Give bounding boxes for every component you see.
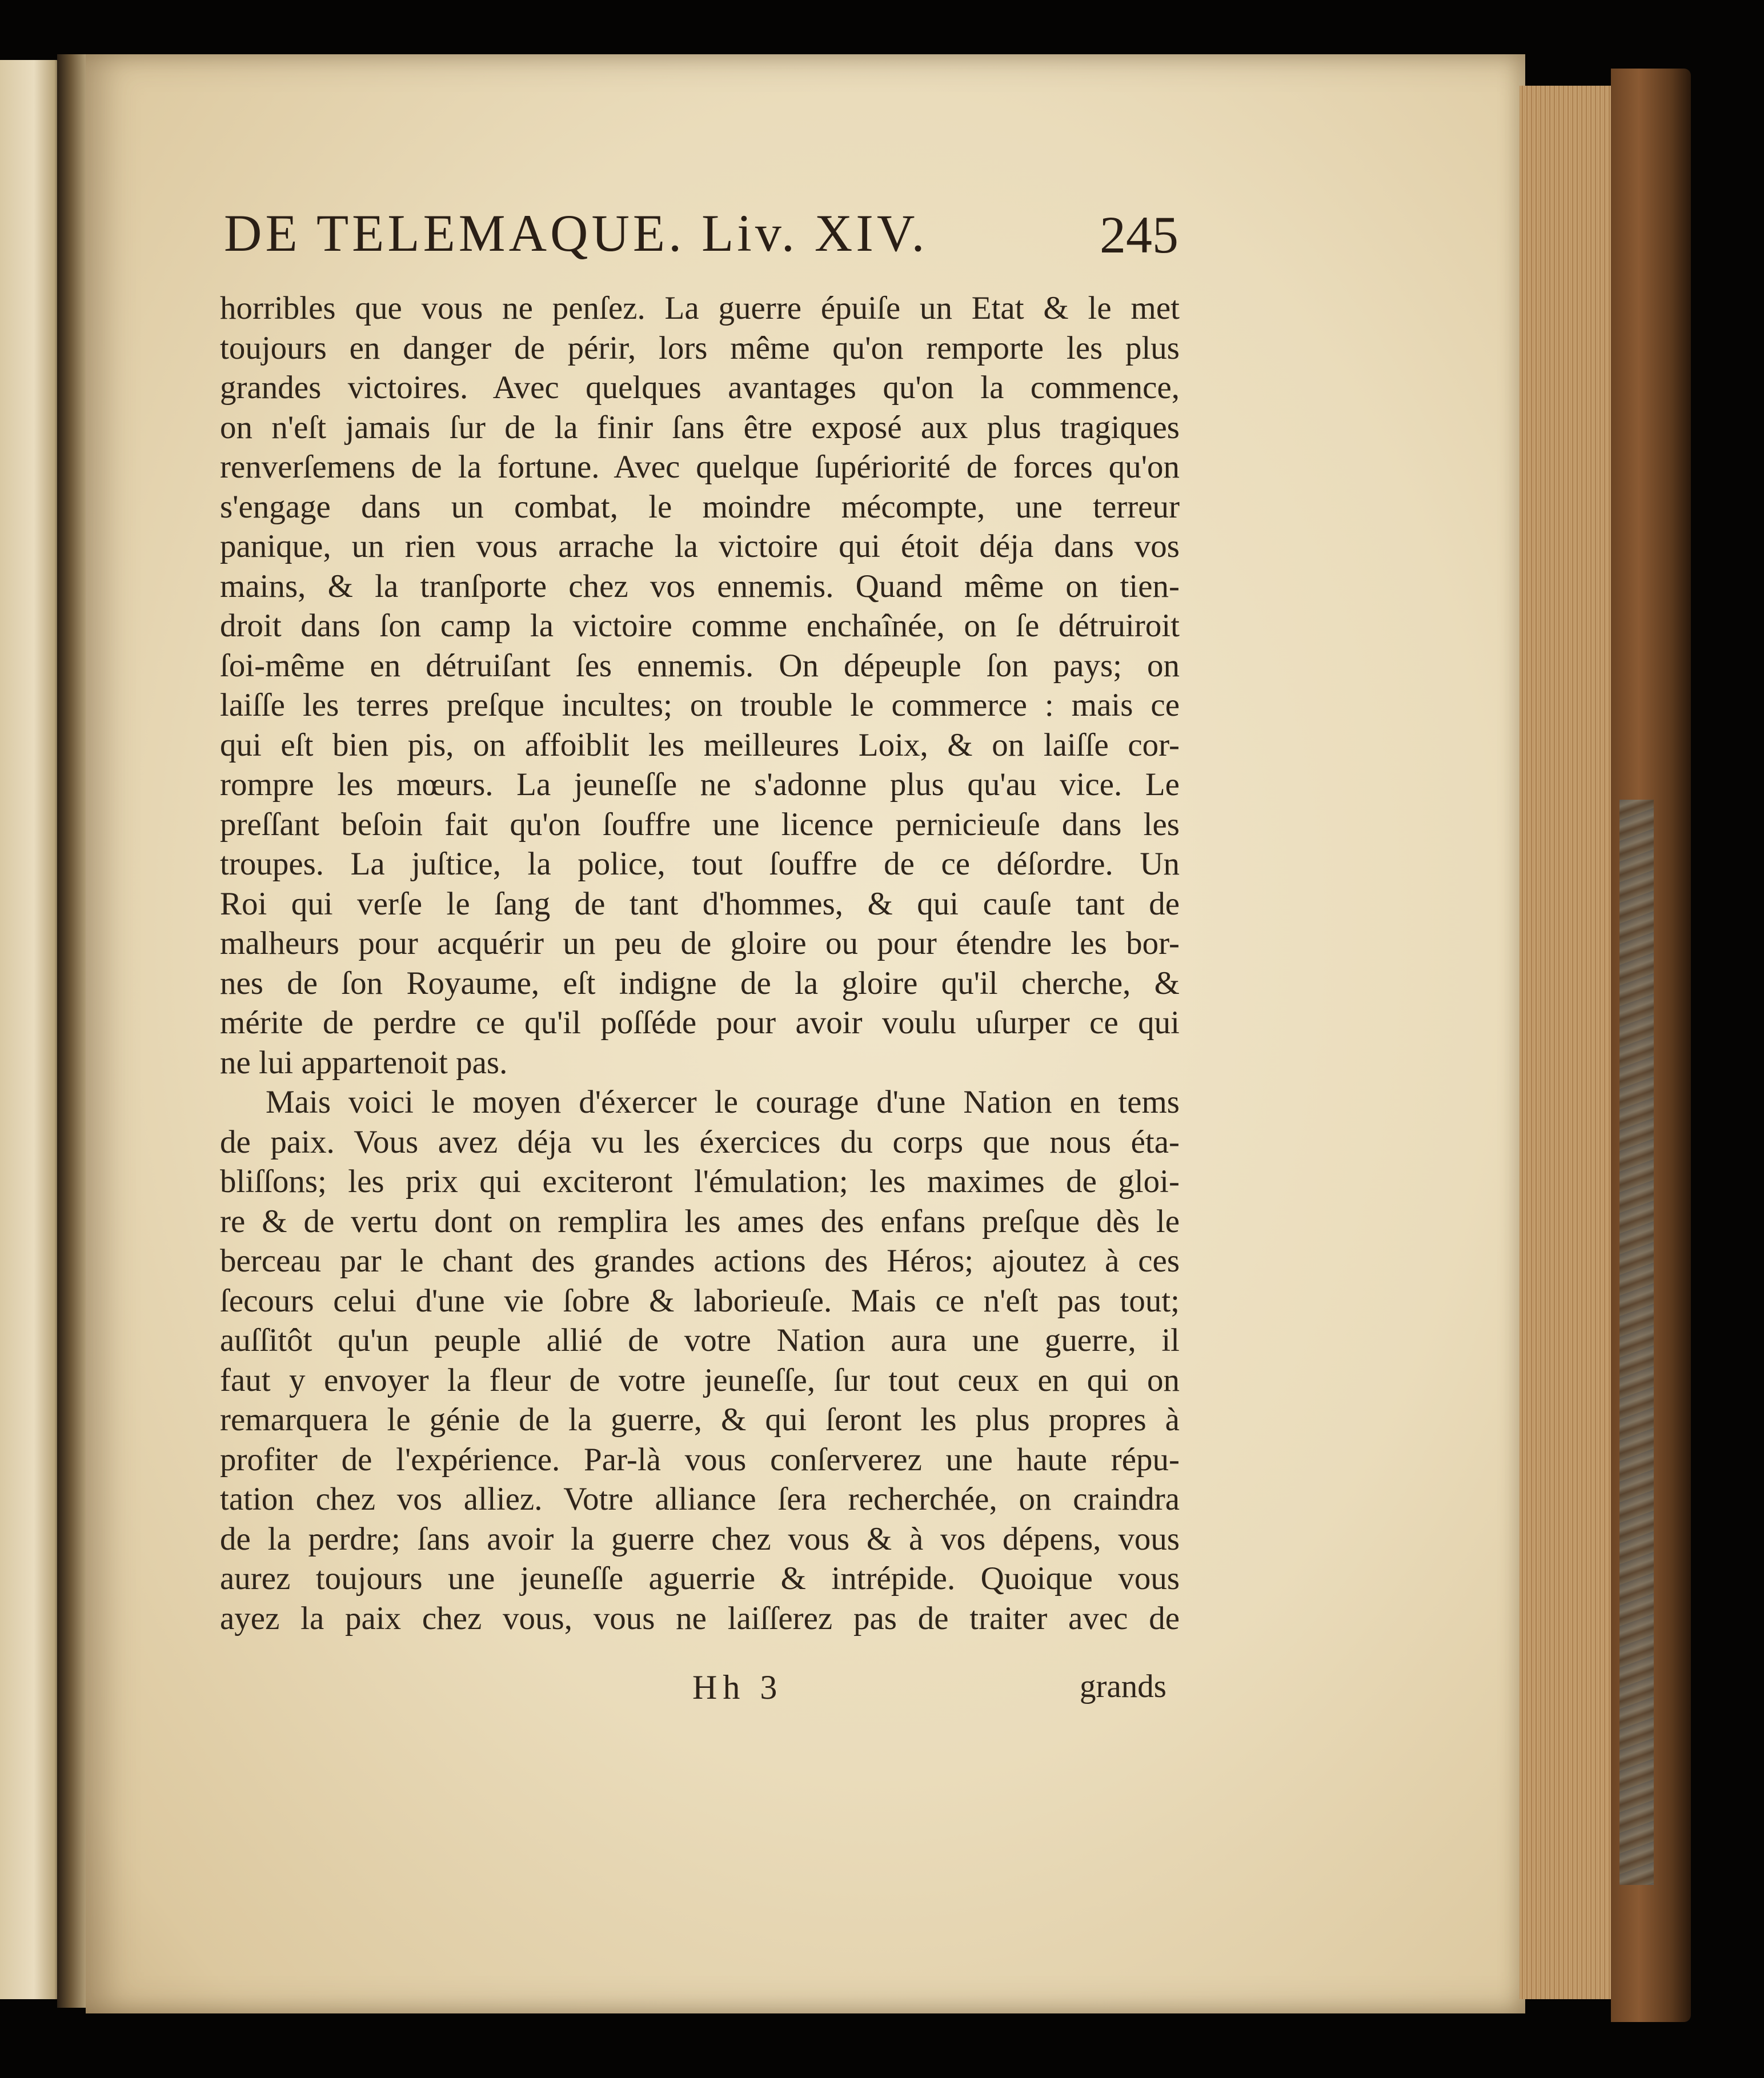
text-line: mains, & la tranſporte chez vos ennemis. Quand même on tien- xyxy=(220,568,1180,604)
text-line: berceau par le chant des grandes actions des Héros; ajoutez à ces xyxy=(220,1243,1180,1279)
text-line: nes de ſon Royaume, eſt indigne de la gloire qu'il cherche, & xyxy=(220,965,1180,1001)
text-line: profiter de l'expérience. Par-là vous conſerverez une haute répu- xyxy=(220,1441,1180,1478)
text-line: mérite de perdre ce qu'il poſſéde pour avoir voulu uſurper ce qui xyxy=(220,1005,1180,1041)
text-line: renverſemens de la fortune. Avec quelque ſupériorité de forces qu'on xyxy=(220,449,1180,485)
text-line: malheurs pour acquérir un peu de gloire ou pour étendre les bor- xyxy=(220,925,1180,961)
text-line: ſecours celui d'une vie ſobre & laborieuſe. Mais ce n'eſt pas tout; xyxy=(220,1282,1180,1319)
text-line: aurez toujours une jeuneſſe aguerrie & intrépide. Quoique vous xyxy=(220,1560,1180,1596)
text-line: bliſſons; les prix qui exciteront l'émulation; les maximes de gloi- xyxy=(220,1164,1180,1200)
text-line: ayez la paix chez vous, vous ne laiſſerez pas de traiter avec de xyxy=(220,1600,1180,1636)
text-line: preſſant beſoin fait qu'on ſouffre une licence pernicieuſe dans les xyxy=(220,806,1180,843)
text-line: on n'eſt jamais ſur de la finir ſans être exposé aux plus tragiques xyxy=(220,409,1180,446)
page-number: 245 xyxy=(1100,206,1178,264)
text-line: re & de vertu dont on remplira les ames des enfans preſque dès le xyxy=(220,1203,1180,1239)
text-line: troupes. La juſtice, la police, tout ſouffre de ce déſordre. Un xyxy=(220,846,1180,882)
paragraph-1 xyxy=(220,288,1180,1082)
text-line: ne lui appartenoit pas. xyxy=(220,1044,508,1081)
facing-page-edge xyxy=(0,60,62,1999)
text-line: de paix. Vous avez déja vu les éxercices du corps que nous éta- xyxy=(220,1124,1180,1160)
text-line: remarquera le génie de la guerre, & qui ſeront les plus propres à xyxy=(220,1402,1180,1438)
text-line: panique, un rien vous arrache la victoire qui étoit déja dans vos xyxy=(220,528,1180,564)
text-line: toujours en danger de périr, lors même qu'on remporte les plus xyxy=(220,330,1180,366)
page-block-edge xyxy=(1520,86,1617,1999)
text-line: laiſſe les terres preſque incultes; on trouble le commerce : mais ce xyxy=(220,687,1180,723)
text-line: auſſitôt qu'un peuple allié de votre Nation aura une guerre, il xyxy=(220,1322,1180,1358)
text-line: Roi qui verſe le ſang de tant d'hommes, & qui cauſe tant de xyxy=(220,885,1180,922)
text-line: droit dans ſon camp la victoire comme enchaînée, on ſe détruiroit xyxy=(220,608,1180,644)
text-line: horribles que vous ne penſez. La guerre épuiſe un Etat & le met xyxy=(220,290,1180,326)
text-line: s'engage dans un combat, le moindre mécompte, une terreur xyxy=(220,488,1180,525)
body-text xyxy=(220,288,1180,1638)
marbled-endpaper xyxy=(1619,800,1654,1885)
paragraph-2 xyxy=(220,1082,1180,1638)
text-line: qui eſt bien pis, on affoiblit les meilleures Loix, & on laiſſe cor- xyxy=(220,727,1180,763)
text-line: Mais voici le moyen d'éxercer le courage d'une Nation en tems xyxy=(266,1084,1180,1120)
text-line: tation chez vos alliez. Votre alliance ſera recherchée, on craindra xyxy=(220,1481,1180,1517)
running-title: DE TELEMAQUE. Liv. XIV. xyxy=(224,204,928,262)
text-line: ſoi-même en détruiſant ſes ennemis. On dépeuple ſon pays; on xyxy=(220,647,1180,684)
catchword: grands xyxy=(1080,1668,1166,1704)
text-line: de la perdre; ſans avoir la guerre chez vous & à vos dépens, vous xyxy=(220,1521,1180,1557)
text-line: grandes victoires. Avec quelques avantages qu'on la commence, xyxy=(220,370,1180,406)
signature-mark: Hh 3 xyxy=(692,1668,783,1706)
text-line: faut y envoyer la fleur de votre jeuneſſe, ſur tout ceux en qui on xyxy=(220,1362,1180,1398)
text-line: rompre les mœurs. La jeuneſſe ne s'adonne plus qu'au vice. Le xyxy=(220,767,1180,803)
